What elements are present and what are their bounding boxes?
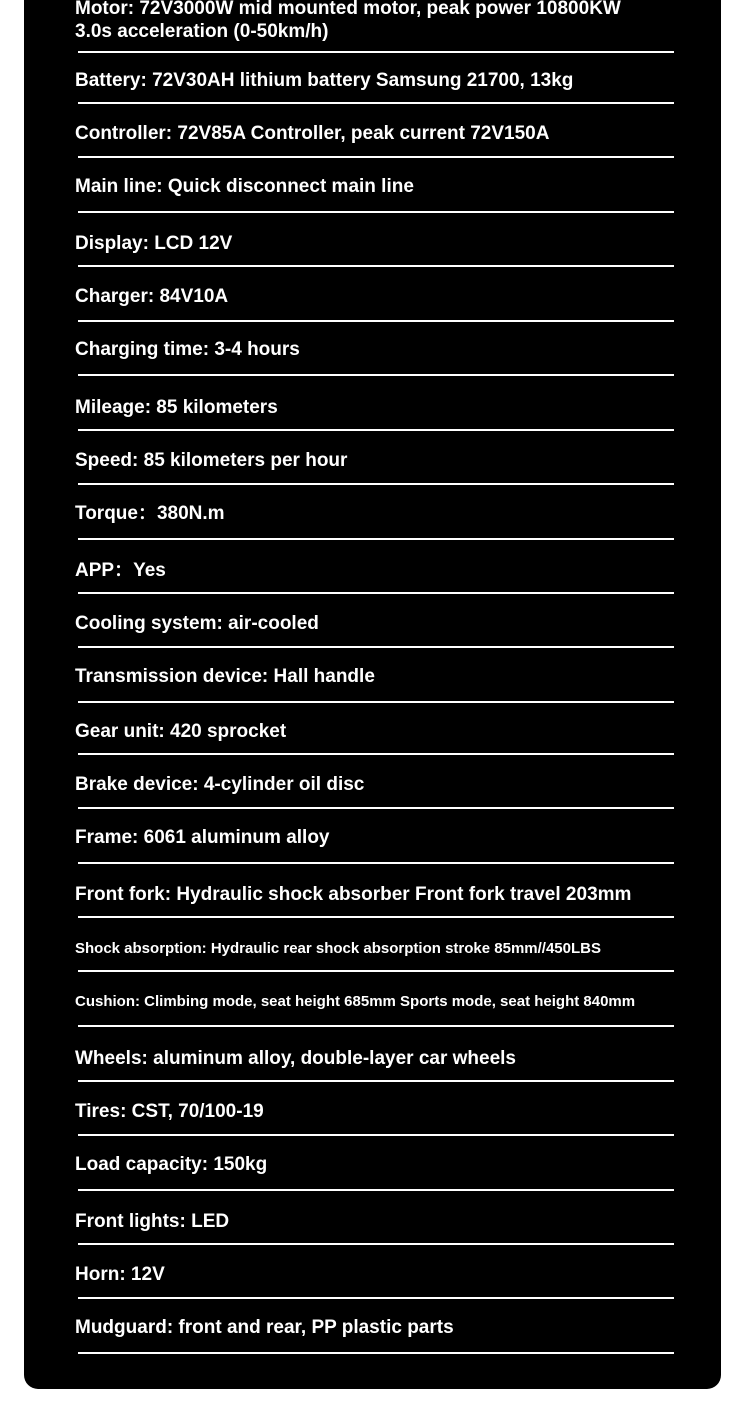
divider bbox=[78, 753, 674, 755]
divider bbox=[78, 156, 674, 158]
divider bbox=[78, 429, 674, 431]
spec-main-line: Main line: Quick disconnect main line bbox=[75, 176, 414, 197]
spec-cooling-system: Cooling system: air-cooled bbox=[75, 613, 319, 634]
divider bbox=[78, 538, 674, 540]
spec-shock-absorption: Shock absorption: Hydraulic rear shock absorption stroke 85mm//450LBS bbox=[75, 940, 601, 957]
divider bbox=[78, 807, 674, 809]
spec-horn: Horn: 12V bbox=[75, 1264, 165, 1285]
divider bbox=[78, 1243, 674, 1245]
spec-wheels: Wheels: aluminum alloy, double-layer car wheels bbox=[75, 1048, 516, 1069]
divider bbox=[78, 483, 674, 485]
divider bbox=[78, 1189, 674, 1191]
spec-charger: Charger: 84V10A bbox=[75, 286, 229, 307]
spec-cushion: Cushion: Climbing mode, seat height 685mm Sports mode, seat height 840mm bbox=[75, 993, 636, 1010]
spec-transmission-device: Transmission device: Hall handle bbox=[75, 666, 375, 687]
divider bbox=[78, 862, 674, 864]
spec-front-fork: Front fork: Hydraulic shock absorber Front fork travel 203mm bbox=[75, 884, 632, 905]
divider bbox=[78, 1297, 674, 1299]
divider bbox=[78, 265, 674, 267]
spec-motor-line1: Motor: 72V3000W mid mounted motor, peak power 10800KW bbox=[75, 0, 621, 19]
divider bbox=[78, 1080, 674, 1082]
spec-torque: Torque：380N.m bbox=[75, 503, 225, 524]
divider bbox=[78, 51, 674, 53]
spec-tires: Tires: CST, 70/100-19 bbox=[75, 1101, 264, 1122]
divider bbox=[78, 1352, 674, 1354]
divider bbox=[78, 102, 674, 104]
spec-mudguard: Mudguard: front and rear, PP plastic parts bbox=[75, 1317, 454, 1338]
spec-battery: Battery: 72V30AH lithium battery Samsung 21700, 13kg bbox=[75, 70, 574, 91]
divider bbox=[78, 592, 674, 594]
divider bbox=[78, 211, 674, 213]
divider bbox=[78, 646, 674, 648]
spec-brake-device: Brake device: 4-cylinder oil disc bbox=[75, 774, 365, 795]
spec-mileage: Mileage: 85 kilometers bbox=[75, 397, 278, 418]
spec-speed: Speed: 85 kilometers per hour bbox=[75, 450, 348, 471]
spec-panel bbox=[24, 0, 721, 1389]
spec-gear-unit: Gear unit: 420 sprocket bbox=[75, 721, 287, 742]
divider bbox=[78, 320, 674, 322]
spec-motor-line2: 3.0s acceleration (0-50km/h) bbox=[75, 21, 329, 42]
divider bbox=[78, 1025, 674, 1027]
divider bbox=[78, 701, 674, 703]
spec-front-lights: Front lights: LED bbox=[75, 1211, 230, 1232]
spec-display: Display: LCD 12V bbox=[75, 233, 233, 254]
spec-charging-time: Charging time: 3-4 hours bbox=[75, 339, 300, 360]
spec-load-capacity: Load capacity: 150kg bbox=[75, 1154, 268, 1175]
spec-app: APP：Yes bbox=[75, 560, 166, 581]
divider bbox=[78, 970, 674, 972]
divider bbox=[78, 1134, 674, 1136]
divider bbox=[78, 374, 674, 376]
divider bbox=[78, 916, 674, 918]
spec-controller: Controller: 72V85A Controller, peak current 72V150A bbox=[75, 123, 550, 144]
spec-frame: Frame: 6061 aluminum alloy bbox=[75, 827, 330, 848]
